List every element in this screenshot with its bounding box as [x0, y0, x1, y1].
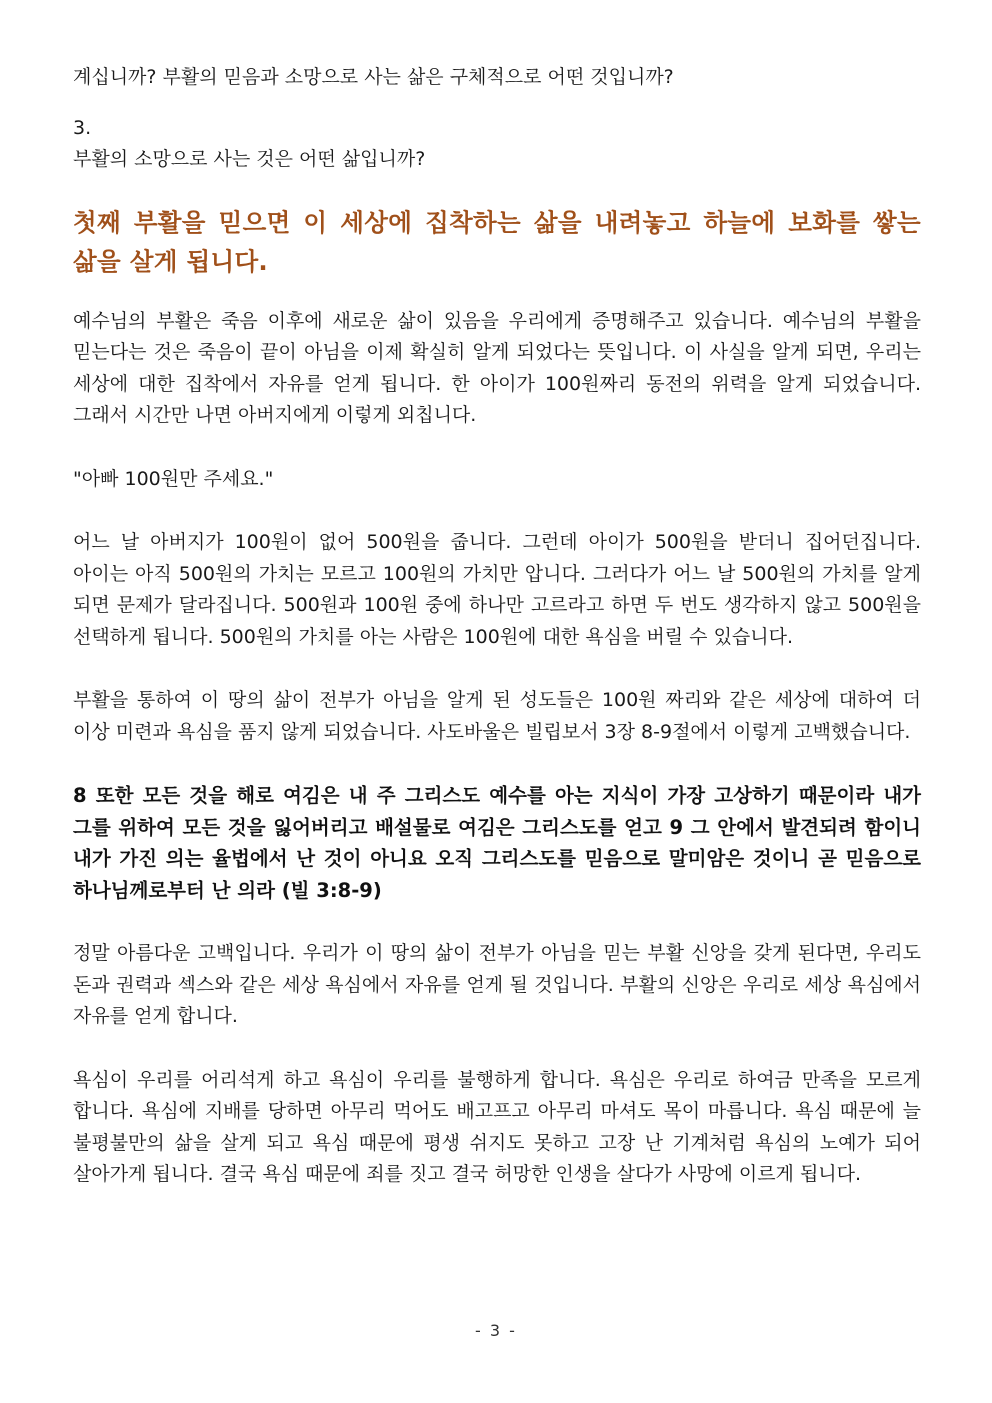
paragraph-4: 정말 아름다운 고백입니다. 우리가 이 땅의 삶이 전부가 아님을 믿는 부활 신앙을 갖게 된다면, 우리도 돈과 권력과 섹스와 같은 세상 욕심에서 자유를 얻게 될 것입니다. 부활의 신앙은 우리로 세상 욕심에서 자유를 얻게 합니다. [73, 942, 921, 1027]
spacer [73, 495, 921, 527]
spacer [73, 906, 921, 938]
spacer [73, 1033, 921, 1065]
spacer [73, 281, 921, 306]
quote-line: "아빠 100원만 주세요." [73, 467, 274, 490]
spacer [73, 653, 921, 685]
section-heading: 첫째 부활을 믿으면 이 세상에 집착하는 삶을 내려놓고 하늘에 보화를 쌓는 삶을 살게 됩니다. [73, 207, 921, 276]
paragraph-1: 예수님의 부활은 죽음 이후에 새로운 삶이 있음을 우리에게 증명해주고 있습니다. 예수님의 부활을 믿는다는 것은 죽음이 끝이 아님을 이제 확실히 알게 되었다는 뜻입니다. 이 사실을 알게 되면, 우리는 세상에 대한 집착에서 자유를 얻게 됩니다. 한 아이가 100원짜리 동전의 위력을 알게 되었습니다. 그래서 시간만 나면 아버지에게 이렇게 외칩니다. [73, 309, 921, 426]
page-number: - 3 - [475, 1321, 517, 1340]
spacer [73, 94, 921, 113]
section-question: 부활의 소망으로 사는 것은 어떤 삶입니까? [73, 148, 426, 170]
paragraph-3: 부활을 통하여 이 땅의 삶이 전부가 아님을 알게 된 성도들은 100원 짜리와 같은 세상에 대하여 더 이상 미련과 욕심을 품지 않게 되었습니다. 사도바울은 빌립보서 3장 8-9절에서 이렇게 고백했습니다. [73, 689, 921, 743]
paragraph-2: 어느 날 아버지가 100원이 없어 500원을 줍니다. 그런데 아이가 500원을 받더니 집어던집니다. 아이는 아직 500원의 가치는 모르고 100원의 가치만 압니다. 그러다가 어느 날 500원의 가치를 알게 되면 문제가 달라집니다. 500원과 100원 중에 하나만 고르라고 하면 두 번도 생각하지 않고 500원을 선택하게 됩니다. 500원의 가치를 아는 사람은 100원에 대한 욕심을 버릴 수 있습니다. [73, 531, 921, 648]
spacer [73, 748, 921, 780]
spacer [73, 176, 921, 203]
spacer [73, 432, 921, 464]
section-number: 3. [73, 116, 92, 139]
scripture-quote: 8 또한 모든 것을 해로 여김은 내 주 그리스도 예수를 아는 지식이 가장 고상하기 때문이라 내가 그를 위하여 모든 것을 잃어버리고 배설물로 여김은 그리스도를 얻고 9 그 안에서 발견되려 함이니 내가 가진 의는 율법에서 난 것이 아니요 오직 그리스도를 믿음으로 말미암은 것이니 곧 믿음으로 하나님께로부터 난 의라 (빌 3:8-9) [73, 784, 921, 902]
intro-line: 계십니까? 부활의 믿음과 소망으로 사는 삶은 구체적으로 어떤 것입니까? [73, 66, 674, 88]
paragraph-5: 욕심이 우리를 어리석게 하고 욕심이 우리를 불행하게 합니다. 욕심은 우리로 하여금 만족을 모르게 합니다. 욕심에 지배를 당하면 아무리 먹어도 배고프고 아무리 마셔도 목이 마릅니다. 욕심 때문에 늘 불평불만의 삶을 살게 되고 욕심 때문에 평생 쉬지도 못하고 고장 난 기계처럼 욕심의 노예가 되어 살아가게 됩니다. 결국 욕심 때문에 죄를 짓고 결국 허망한 인생을 살다가 사망에 이르게 됩니다. [73, 1068, 921, 1185]
document-page [73, 62, 921, 1191]
